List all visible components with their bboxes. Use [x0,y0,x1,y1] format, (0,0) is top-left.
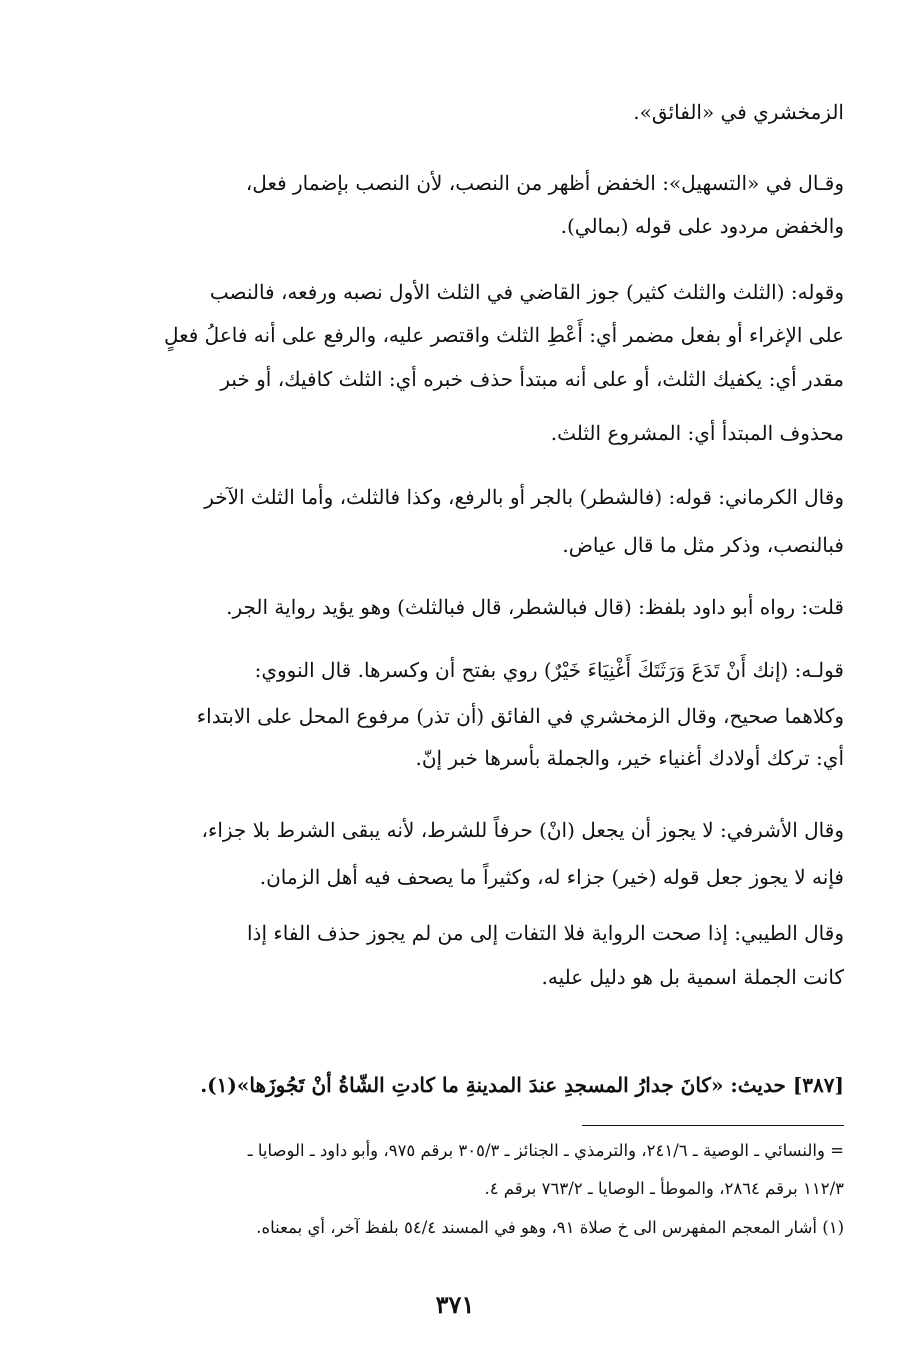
page-number: ٣٧١ [435,1290,475,1319]
footnote-line: ١١٢/٣ برقم ٢٨٦٤، والموطأ ـ الوصايا ـ ٧٦٣/٢ برقم ٤. [484,1179,844,1198]
text-line: قولـه: (إنك أَنْ تَدَعَ وَرَثَتَكَ أَغْنِيَاءَ خَيْرٌ) روي بفتح أن وكسرها. قال النووي: [254,658,844,682]
text-line: على الإغراء أو بفعل مضمر أي: أَعْطِ الثلث واقتصر عليه، والرفع على أنه فاعلُ فعلٍ [163,323,844,347]
footnote-divider [582,1125,844,1126]
text-line: محذوف المبتدأ أي: المشروع الثلث. [550,421,844,445]
text-line: قلت: رواه أبو داود بلفظ: (قال فبالشطر، قال فبالثلث) وهو يؤيد رواية الجر. [226,595,844,619]
footnote-line: = والنسائي ـ الوصية ـ ٢٤١/٦، والترمذي ـ الجنائز ـ ٣٠٥/٣ برقم ٩٧٥، وأبو داود ـ الوصايا ـ [247,1141,844,1160]
text-line: فإنه لا يجوز جعل قوله (خير) جزاء له، وكثيراً ما يصحف فيه أهل الزمان. [259,865,844,889]
text-line: وقال الأشرفي: لا يجوز أن يجعل (انْ) حرفاً للشرط، لأنه يبقى الشرط بلا جزاء، [201,818,844,842]
text-line: وكلاهما صحيح، وقال الزمخشري في الفائق (أن تذر) مرفوع المحل على الابتداء [196,704,844,728]
text-line: أي: تركك أولادك أغنياء خير، والجملة بأسرها خبر إنّ. [415,746,844,770]
text-line: وقال الكرماني: قوله: (فالشطر) بالجر أو بالرفع، وكذا فالثلث، وأما الثلث الآخر [204,485,844,509]
text-line: الزمخشري في «الفائق». [633,100,844,124]
footnote-line: (١) أشار المعجم المفهرس الى خ صلاة ٩١، وهو في المسند ٥٤/٤ بلفظ آخر، أي بمعناه. [256,1218,844,1237]
text-line: وقال الطيبي: إذا صحت الرواية فلا التفات إلى من لم يجوز حذف الفاء إذا [247,921,844,945]
text-line: وقوله: (الثلث والثلث كثير) جوز القاضي في الثلث الأول نصبه ورفعه، فالنصب [209,280,844,304]
text-line: كانت الجملة اسمية بل هو دليل عليه. [541,965,844,989]
text-line: وقـال في «التسهيل»: الخفض أظهر من النصب، لأن النصب بإضمار فعل، [245,171,844,195]
hadith-heading: [٣٨٧] حديث: «كانَ جدارُ المسجدِ عندَ المدينةِ ما كادتِ الشّاةُ أنْ تَجُوزَها»(١). [200,1073,844,1097]
text-line: مقدر أي: يكفيك الثلث، أو على أنه مبتدأ حذف خبره أي: الثلث كافيك، أو خبر [220,367,844,391]
text-line: والخفض مردود على قوله (بمالي). [560,214,844,238]
text-line: فبالنصب، وذكر مثل ما قال عياض. [562,533,844,557]
